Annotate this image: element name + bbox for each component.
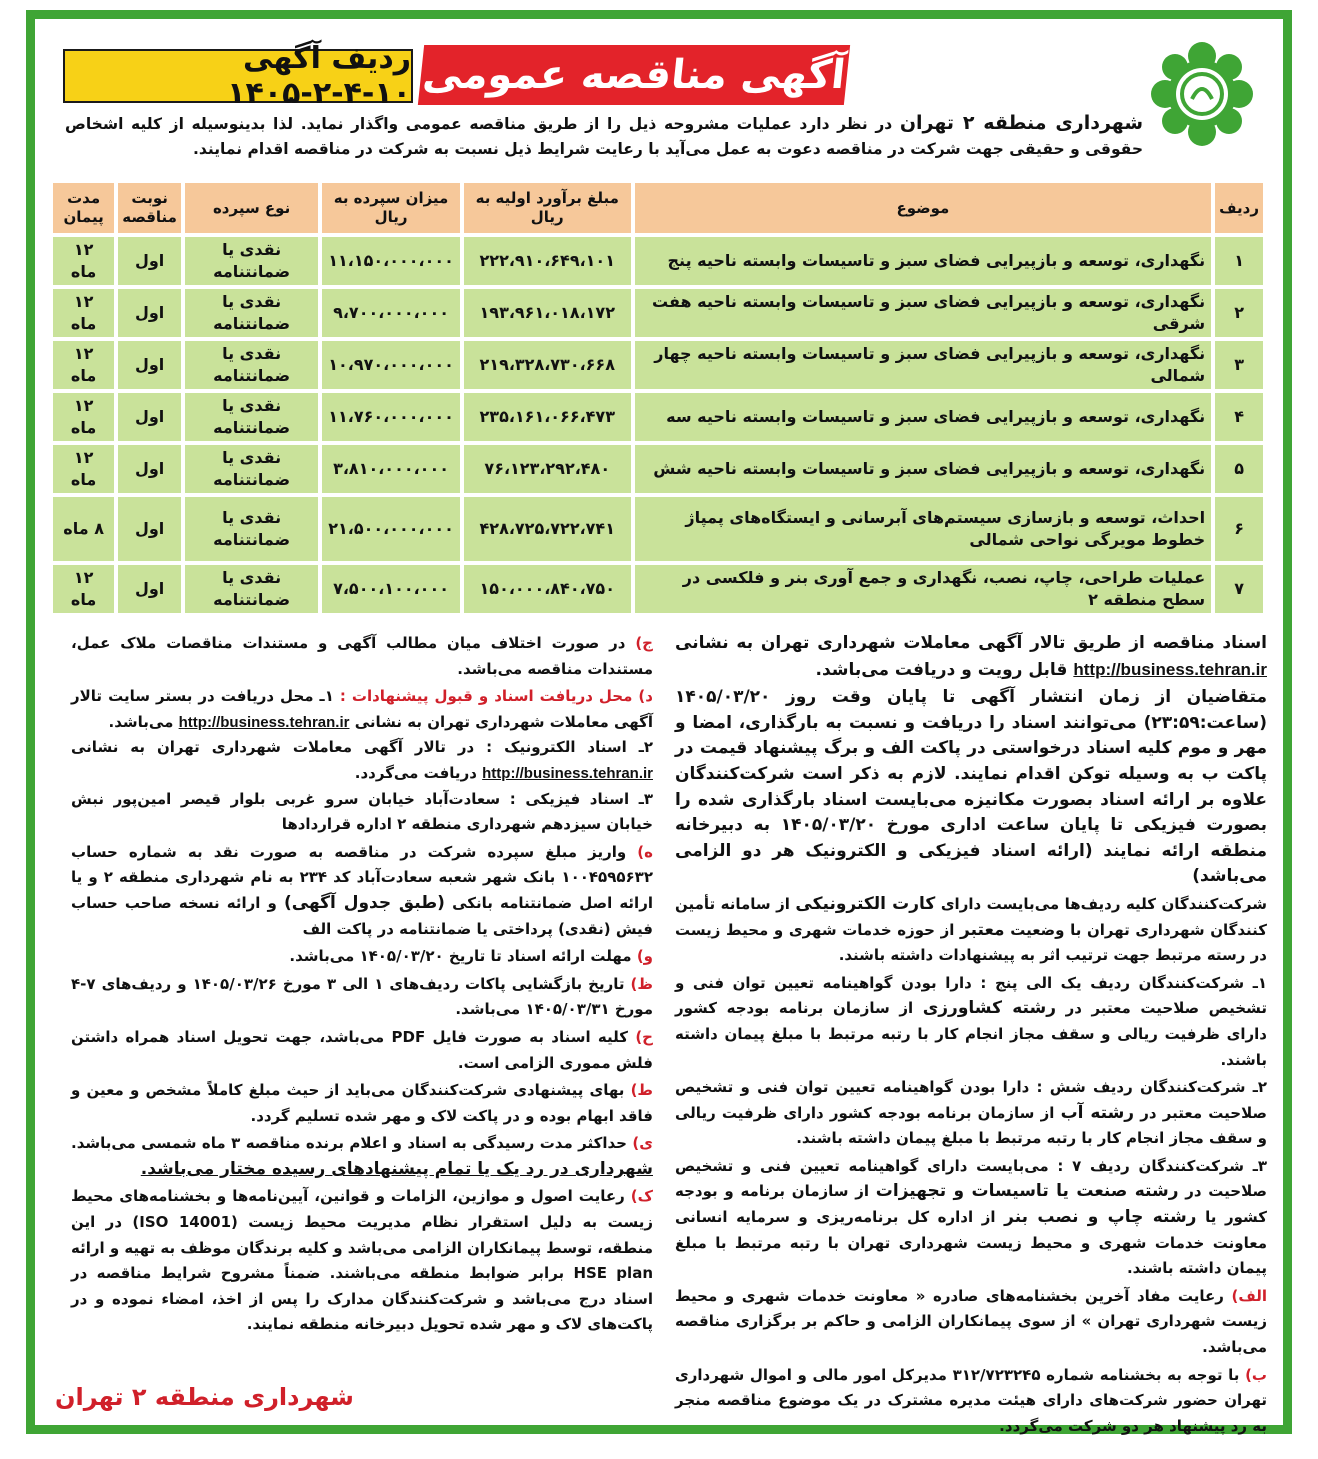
cell-duration: ۱۲ ماه	[53, 445, 114, 493]
cell-duration: ۱۲ ماه	[53, 565, 114, 613]
header-duration: مدت پیمان	[53, 183, 114, 233]
condition-za: ظ) تاریخ بازگشایی پاکات ردیف‌های ۱ الی ۳ مورخ ۱۴۰۵/۰۳/۲۶ و ردیف‌های ۷-۴ مورخ ۱۴۰۵/۰۳/۳۱ می‌باشد.	[71, 974, 653, 1019]
signature: شهرداری منطقه ۲ تهران	[55, 1383, 354, 1411]
cell-deposit-type: نقدی یا ضمانتنامه	[185, 237, 318, 285]
eligibility-paragraph: شرکت‌کنندگان کلیه ردیف‌ها می‌بایست دارای کارت الکترونیکی از سامانه تأمین کنندگان شهرداری تهران با وضعیت معتبر از حوزه خدمات شهری و محیط زیست در رسته مرتبط جهت ترتیب اثر به پیشنهادات داشته باشند.	[675, 893, 1268, 965]
cell-subject: نگهداری، توسعه و بازپیرایی فضای سبز و تاسیسات وابسته ناحیه سه	[635, 393, 1212, 441]
cell-deposit-type: نقدی یا ضمانتنامه	[185, 341, 318, 389]
condition-dal: د) محل دریافت اسناد و قبول پیشنهادات : ۱ـ محل دریافت در بستر سایت تالار آگهی معاملات شهرداری تهران به نشانی http://business.tehran.ir می‌باشد. ۲ـ اسناد الکترونیک : در تالار آگهی معاملات شهرداری تهران به نشانی http://business.tehran.ir دریافت می‌گردد. ۳ـ اسناد فیزیکی : سعادت‌آباد خیابان سرو غربی بلوار قیصر امین‌پور نبش خیابان سیزدهم شهرداری منطقه ۲ اداره قراردادها	[71, 687, 653, 834]
cell-deposit: ۹،۷۰۰،۰۰۰،۰۰۰	[322, 289, 460, 337]
cell-duration: ۱۲ ماه	[53, 289, 114, 337]
tender-table	[49, 179, 1267, 617]
tender-portal-link[interactable]: http://business.tehran.ir	[482, 764, 653, 782]
condition-ye: ی) حداکثر مدت رسیدگی به اسناد و اعلام برنده مناقصه ۳ ماه شمسی می‌باشد. شهرداری در رد یک یا تمام پیشنهادهای رسیده مختار می‌باشد.	[71, 1134, 653, 1179]
conditions-right-column	[675, 631, 1267, 1441]
cell-deposit: ۱۱،۷۶۰،۰۰۰،۰۰۰	[322, 393, 460, 441]
cell-subject: احداث، توسعه و بازسازی سیستم‌های آبرسانی و ایستگاه‌های پمپاژ خطوط مویرگی نواحی شمالی	[635, 497, 1212, 561]
condition-je: ج) در صورت اختلاف میان مطالب آگهی و مستندات مناقصات ملاک عمل، مستندات مناقصه می‌باشد.	[71, 634, 653, 678]
header-row-number: ردیف	[1215, 183, 1263, 233]
cell-deposit: ۳،۸۱۰،۰۰۰،۰۰۰	[322, 445, 460, 493]
cell-estimate: ۱۹۳،۹۶۱،۰۱۸،۱۷۲	[464, 289, 631, 337]
cell-duration: ۱۲ ماه	[53, 237, 114, 285]
cell-row-number: ۶	[1215, 497, 1263, 561]
cell-subject: نگهداری، توسعه و بازپیرایی فضای سبز و تاسیسات وابسته ناحیه هفت شرقی	[635, 289, 1212, 337]
cell-estimate: ۴۲۸،۷۲۵،۷۲۲،۷۴۱	[464, 497, 631, 561]
cell-round: اول	[118, 237, 181, 285]
cell-deposit-type: نقدی یا ضمانتنامه	[185, 565, 318, 613]
header-deposit-type: نوع سپرده	[185, 183, 318, 233]
submission-deadline-paragraph: متقاضیان از زمان انتشار آگهی تا پایان وقت روز ۱۴۰۵/۰۳/۲۰ (ساعت:۲۳:۵۹) می‌توانند اسناد را دریافت و نسبت به بارگذاری، امضا و مهر و موم کلیه اسناد درخواستی در پاکت الف و برگ پیشنهاد قیمت در پاکت ب به وسیله توکن اقدام نمایند. لازم به ذکر است شرکت‌کنندگان علاوه بر ارائه اسناد بصورت مکانیزه می‌بایست اسناد بارگذاری شده را بصورت فیزیکی تا پایان ساعت اداری مورخ ۱۴۰۵/۰۳/۲۰ به دبیرخانه منطقه ارائه نمایند (ارائه اسناد فیزیکی و الکترونیک هر دو الزامی می‌باشد)	[675, 687, 1267, 887]
cell-row-number: ۵	[1215, 445, 1263, 493]
cell-duration: ۱۲ ماه	[53, 393, 114, 441]
condition-he: ه) واریز مبلغ سپرده شرکت در مناقصه به صورت نقد به شماره حساب ۱۰۰۴۵۹۵۶۳۲ بانک شهر شعبه سعادت‌آباد کد ۲۳۴ به نام شهرداری منطقه ۲ و یا ارائه اصل ضمانتنامه بانکی (طبق جدول آگهی) و ارائه نسخه صاحب حساب فیش (نقدی) پرداختی یا ضمانتنامه در پاکت الف	[71, 842, 653, 938]
cell-row-number: ۱	[1215, 237, 1263, 285]
table-row	[53, 237, 1263, 285]
cell-estimate: ۲۱۹،۳۲۸،۷۳۰،۶۶۸	[464, 341, 631, 389]
table-header-row	[53, 183, 1263, 233]
table-row	[53, 445, 1263, 493]
cell-row-number: ۲	[1215, 289, 1263, 337]
table-row	[53, 497, 1263, 561]
cell-round: اول	[118, 289, 181, 337]
cell-row-number: ۷	[1215, 565, 1263, 613]
header-deposit: میزان سپرده به ریال	[322, 183, 460, 233]
condition-he2: ح) کلیه اسناد به صورت فایل PDF می‌باشد، جهت تحویل اسناد همراه داشتن فلش مموری الزامی است.	[71, 1027, 653, 1072]
ad-row-number: ردیف آگهی ۱۰-۴-۲-۱۴۰۵	[63, 49, 413, 103]
table-row	[53, 565, 1263, 613]
intro-paragraph	[65, 111, 1143, 162]
cell-subject: نگهداری، توسعه و بازپیرایی فضای سبز و تاسیسات وابسته ناحیه شش	[635, 445, 1212, 493]
cell-estimate: ۷۶،۱۲۳،۲۹۲،۴۸۰	[464, 445, 631, 493]
cell-deposit-type: نقدی یا ضمانتنامه	[185, 445, 318, 493]
tender-portal-link[interactable]: http://business.tehran.ir	[1073, 659, 1267, 679]
cell-deposit: ۲۱،۵۰۰،۰۰۰،۰۰۰	[322, 497, 460, 561]
table-row	[53, 393, 1263, 441]
cell-round: اول	[118, 497, 181, 561]
conditions-left-column	[71, 631, 653, 1340]
condition-ta: ط) بهای پیشنهادی شرکت‌کنندگان می‌باید از حیث مبلغ کاملاً مشخص و معین و فاقد ابهام بوده و در پاکت لاک و مهر شده تسلیم گردد.	[71, 1081, 653, 1125]
cell-deposit-type: نقدی یا ضمانتنامه	[185, 393, 318, 441]
condition-alef: الف) رعایت مفاد آخرین بخشنامه‌های صادره « معاونت خدمات شهری و محیط زیست شهرداری تهران » از سوی پیمانکاران الزامی و حاکم بر برگزاری مناقصه می‌باشد.	[675, 1286, 1267, 1357]
cell-subject: نگهداری، توسعه و بازپیرایی فضای سبز و تاسیسات وابسته ناحیه پنج	[635, 237, 1212, 285]
cell-row-number: ۳	[1215, 341, 1263, 389]
notice-title-banner: آگهی مناقصه عمومی	[418, 45, 850, 105]
eligibility-item-3: ۳ـ شرکت‌کنندگان ردیف ۷ : می‌بایست دارای گواهینامه تعیین فنی و تشخیص صلاحیت در رشته صنعت یا تاسیسات و تجهیزات از سازمان برنامه و بودجه کشور یا رشته چاپ و نصب بنر از اداره کل برنامه‌ریزی و سرمایه انسانی معاونت خدمات شهری و محیط زیست شهرداری تهران با رتبه مرتبط با مبلغ پیمان داشته باشند.	[675, 1156, 1268, 1278]
cell-round: اول	[118, 445, 181, 493]
cell-row-number: ۴	[1215, 393, 1263, 441]
tender-portal-link[interactable]: http://business.tehran.ir	[178, 713, 350, 731]
cell-round: اول	[118, 565, 181, 613]
condition-kaf: ک) رعایت اصول و موازین، الزامات و قوانین، آیین‌نامه‌ها و بخشنامه‌های محیط زیست به دلیل استقرار نظام مدیریت محیط زیست (ISO 14001) در این منطقه، توسط پیمانکاران الزامی می‌باشد و کلیه برندگان موظف به تهیه و ارائه HSE plan برابر ضوابط منطقه می‌باشند. ضمناً مشروح شرایط مناقصه در اسناد درج می‌باشد و شرکت‌کنندگان مدارک را پس از اخذ، امضاء نموده و در پاکت‌های لاک و مهر شده تحویل دبیرخانه منطقه نمایند.	[71, 1187, 654, 1334]
cell-deposit-type: نقدی یا ضمانتنامه	[185, 289, 318, 337]
notice-frame	[26, 10, 1292, 1434]
cell-duration: ۱۲ ماه	[53, 341, 114, 389]
cell-subject: نگهداری، توسعه و بازپیرایی فضای سبز و تاسیسات وابسته ناحیه چهار شمالی	[635, 341, 1212, 389]
table-row	[53, 341, 1263, 389]
organization-name: شهرداری منطقه ۲ تهران	[899, 112, 1144, 134]
cell-estimate: ۲۲۲،۹۱۰،۶۴۹،۱۰۱	[464, 237, 631, 285]
condition-be: ب) با توجه به بخشنامه شماره ۳۱۲/۷۲۳۲۴۵ مدیرکل امور مالی و اموال شهرداری تهران حضور شرکت‌های دارای هیئت مدیره مشترک در یک موضوع مناقصه منجر به رد پیشنهاد هر دو شرکت می‌گردد.	[675, 1365, 1267, 1435]
header-subject: موضوع	[635, 183, 1212, 233]
documents-availability: اسناد مناقصه از طریق تالار آگهی معاملات شهرداری تهران به نشانی http://business.tehran.ir قابل رویت و دریافت می‌باشد.	[675, 633, 1267, 680]
cell-deposit: ۷،۵۰۰،۱۰۰،۰۰۰	[322, 565, 460, 613]
cell-estimate: ۲۳۵،۱۶۱،۰۶۶،۴۷۳	[464, 393, 631, 441]
eligibility-item-2: ۲ـ شرکت‌کنندگان ردیف شش : دارا بودن گواهینامه تعیین توان فنی و تشخیص صلاحیت معتبر در رشته آب از سازمان برنامه بودجه کشور دارای ظرفیت ریالی و سقف مجاز انجام کار با رتبه مرتبط با مبلغ پیمان داشته باشند.	[675, 1078, 1268, 1148]
table-row	[53, 289, 1263, 337]
header-estimate: مبلغ برآورد اولیه به ریال	[464, 183, 631, 233]
cell-deposit: ۱۱،۱۵۰،۰۰۰،۰۰۰	[322, 237, 460, 285]
cell-deposit: ۱۰،۹۷۰،۰۰۰،۰۰۰	[322, 341, 460, 389]
condition-vav: و) مهلت ارائه اسناد تا تاریخ ۱۴۰۵/۰۳/۲۰ می‌باشد.	[289, 947, 653, 966]
header-round: نوبت مناقصه	[118, 183, 181, 233]
intro-text: در نظر دارد عملیات مشروحه ذیل را از طریق مناقصه عمومی واگذار نماید. لذا بدینوسیله از کلیه اشخاص حقوقی و حقیقی جهت شرکت در مناقصه دعوت به عمل می‌آید با رعایت شرایط ذیل نسبت به شرکت در مناقصه اقدام نمایند.	[65, 115, 1143, 158]
cell-estimate: ۱۵۰،۰۰۰،۸۴۰،۷۵۰	[464, 565, 631, 613]
cell-subject: عملیات طراحی، چاپ، نصب، نگهداری و جمع آوری بنر و فلکسی در سطح منطقه ۲	[635, 565, 1212, 613]
cell-round: اول	[118, 393, 181, 441]
cell-duration: ۸ ماه	[53, 497, 114, 561]
cell-deposit-type: نقدی یا ضمانتنامه	[185, 497, 318, 561]
eligibility-item-1: ۱ـ شرکت‌کنندگان ردیف یک الی پنج : دارا بودن گواهینامه تعیین توان فنی و تشخیص صلاحیت معتبر در رشته کشاورزی از سازمان برنامه بودجه کشور دارای ظرفیت ریالی و سقف مجاز انجام کار با رتبه مرتبط با مبلغ پیمان داشته باشند.	[675, 973, 1267, 1069]
cell-round: اول	[118, 341, 181, 389]
municipality-logo-icon	[1143, 39, 1261, 149]
